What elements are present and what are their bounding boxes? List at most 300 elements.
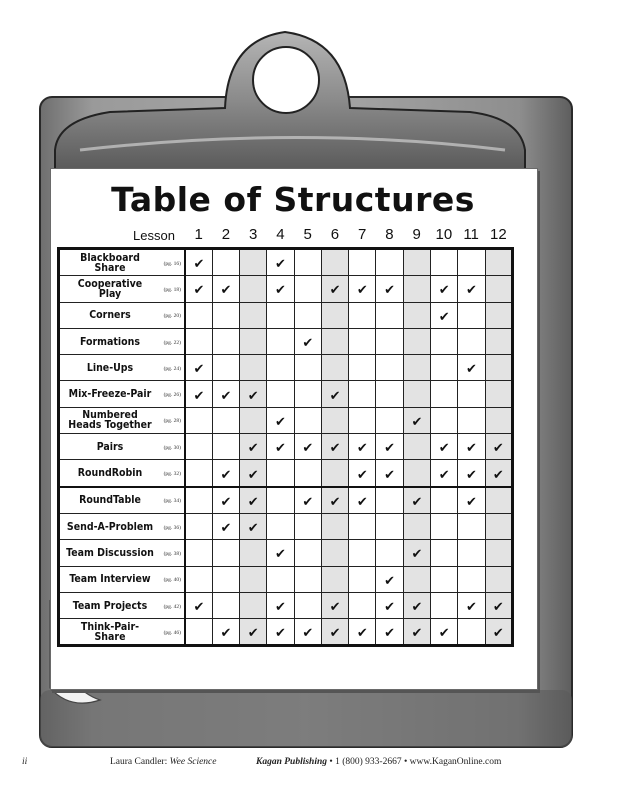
lesson-cell <box>240 592 267 618</box>
lesson-cell <box>294 328 321 354</box>
page-title: Table of Structures <box>111 180 475 219</box>
lesson-cell <box>349 355 376 381</box>
check-mark-icon: ✔ <box>384 467 396 483</box>
structure-page-ref: (pg. 22) <box>163 339 181 346</box>
lesson-cell <box>321 355 348 381</box>
lesson-cell <box>294 355 321 381</box>
lesson-cell <box>403 434 430 460</box>
table-row <box>59 487 513 514</box>
check-mark-icon: ✔ <box>329 388 341 404</box>
check-mark-icon: ✔ <box>329 494 341 510</box>
lesson-cell <box>431 460 458 487</box>
check-mark-icon: ✔ <box>384 441 396 457</box>
structure-cell <box>59 513 186 539</box>
structure-page-ref: (pg. 46) <box>163 629 181 636</box>
check-mark-icon: ✔ <box>247 388 259 404</box>
clip-hole <box>253 47 319 113</box>
lesson-cell <box>240 540 267 566</box>
lesson-cell <box>485 276 512 302</box>
lesson-number: 9 <box>412 226 421 243</box>
publisher-name: Kagan Publishing <box>256 757 328 767</box>
lesson-cell <box>431 592 458 618</box>
lesson-cell <box>458 381 485 407</box>
structure-page-ref: (pg. 20) <box>163 313 181 320</box>
check-mark-icon: ✔ <box>492 441 504 457</box>
lesson-cell <box>185 249 212 276</box>
lesson-cell <box>240 434 267 460</box>
lesson-cell <box>240 381 267 407</box>
lesson-cell <box>212 513 239 539</box>
lesson-cell <box>321 302 348 328</box>
lesson-cell <box>403 566 430 592</box>
lesson-cell <box>376 434 403 460</box>
lesson-cell <box>349 566 376 592</box>
lesson-cell <box>321 276 348 302</box>
check-mark-icon: ✔ <box>329 441 341 457</box>
check-mark-icon: ✔ <box>220 521 232 537</box>
lesson-cell <box>240 276 267 302</box>
structure-name: Formations <box>80 335 140 348</box>
lesson-cell <box>403 513 430 539</box>
lesson-cell <box>267 513 294 539</box>
check-mark-icon: ✔ <box>411 626 423 642</box>
table-row <box>59 302 513 328</box>
lesson-cell <box>321 328 348 354</box>
lesson-cell <box>458 619 485 646</box>
structure-page-ref: (pg. 34) <box>163 498 181 505</box>
check-mark-icon: ✔ <box>275 600 286 615</box>
lesson-cell <box>321 566 348 592</box>
lesson-cell <box>267 355 294 381</box>
lesson-number: 4 <box>276 226 285 243</box>
table-row <box>59 249 513 276</box>
lesson-cell <box>267 460 294 487</box>
check-mark-icon: ✔ <box>275 441 286 457</box>
lesson-cell <box>349 619 376 646</box>
check-mark-icon: ✔ <box>193 283 205 299</box>
check-mark-icon: ✔ <box>384 626 396 642</box>
lesson-cell <box>294 592 321 618</box>
check-mark-icon: ✔ <box>275 414 286 430</box>
lesson-cell <box>458 434 485 460</box>
lesson-cell <box>294 276 321 302</box>
lesson-cell <box>212 540 239 566</box>
structure-page-ref: (pg. 16) <box>163 260 181 267</box>
check-mark-icon: ✔ <box>275 626 286 642</box>
lesson-cell <box>321 460 348 487</box>
structure-cell <box>59 407 186 433</box>
lesson-cell <box>212 434 239 460</box>
lesson-cell <box>267 276 294 302</box>
page-number: ii <box>22 757 28 767</box>
lesson-cell <box>267 619 294 646</box>
lesson-cell <box>431 407 458 433</box>
lesson-cell <box>458 249 485 276</box>
structure-name: Team Discussion <box>66 546 154 559</box>
table-row <box>59 513 513 539</box>
lesson-cell <box>321 407 348 433</box>
lesson-cell <box>376 540 403 566</box>
structure-cell <box>59 249 186 276</box>
lesson-cell <box>240 566 267 592</box>
structure-cell <box>59 619 186 646</box>
lesson-cell <box>376 302 403 328</box>
lesson-cell <box>376 328 403 354</box>
lesson-cell <box>240 619 267 646</box>
lesson-cell <box>485 540 512 566</box>
lesson-cell <box>458 407 485 433</box>
lesson-cell <box>267 487 294 514</box>
lesson-cell <box>212 460 239 487</box>
lesson-cell <box>349 328 376 354</box>
lesson-cell <box>403 276 430 302</box>
lesson-cell <box>240 355 267 381</box>
check-mark-icon: ✔ <box>466 362 477 378</box>
structure-name: Corners <box>89 309 131 322</box>
lesson-cell <box>485 249 512 276</box>
table-row <box>59 407 513 433</box>
structure-cell <box>59 566 186 592</box>
lesson-cell <box>294 381 321 407</box>
lesson-cell <box>431 513 458 539</box>
lesson-cell <box>431 276 458 302</box>
lesson-cell <box>485 566 512 592</box>
lesson-cell <box>240 328 267 354</box>
lesson-cell <box>431 328 458 354</box>
lesson-number: 1 <box>194 226 203 243</box>
table-row <box>59 381 513 407</box>
table-row <box>59 328 513 354</box>
lesson-cell <box>431 249 458 276</box>
structure-page-ref: (pg. 24) <box>163 365 181 372</box>
lesson-cell <box>458 592 485 618</box>
footer-book-title: Wee Science <box>169 757 217 767</box>
lesson-cell <box>431 619 458 646</box>
check-mark-icon: ✔ <box>356 441 368 457</box>
lesson-number: 10 <box>435 226 453 243</box>
lesson-cell <box>349 592 376 618</box>
structures-table <box>57 247 514 647</box>
structure-name: Numbered Heads Together <box>68 409 152 432</box>
structure-page-ref: (pg. 40) <box>163 577 181 584</box>
lesson-cell <box>267 249 294 276</box>
footer <box>0 757 623 771</box>
lesson-cell <box>376 276 403 302</box>
lesson-cell <box>349 302 376 328</box>
structure-name: Cooperative Play <box>77 277 143 300</box>
lesson-cell <box>321 434 348 460</box>
lesson-cell <box>349 460 376 487</box>
check-mark-icon: ✔ <box>438 283 450 299</box>
lesson-cell <box>376 513 403 539</box>
lesson-cell <box>240 407 267 433</box>
lesson-cell <box>485 460 512 487</box>
check-mark-icon: ✔ <box>492 467 504 483</box>
lesson-cell <box>403 302 430 328</box>
check-mark-icon: ✔ <box>193 362 205 378</box>
structure-page-ref: (pg. 42) <box>163 603 181 610</box>
lesson-cell <box>212 249 239 276</box>
check-mark-icon: ✔ <box>356 494 368 510</box>
lesson-cell <box>349 513 376 539</box>
lesson-cell <box>321 540 348 566</box>
lesson-cell <box>267 302 294 328</box>
lesson-number: 2 <box>221 226 231 243</box>
check-mark-icon: ✔ <box>438 309 450 325</box>
lesson-cell <box>376 487 403 514</box>
lesson-number: 11 <box>463 226 479 243</box>
check-mark-icon: ✔ <box>329 283 341 299</box>
lesson-cell <box>458 355 485 381</box>
lesson-cell <box>321 487 348 514</box>
lesson-cell <box>185 619 212 646</box>
lesson-cell <box>376 381 403 407</box>
lesson-cell <box>376 592 403 618</box>
structure-cell <box>59 487 186 514</box>
lesson-cell <box>321 592 348 618</box>
lesson-cell <box>185 355 212 381</box>
lesson-cell <box>403 592 430 618</box>
lesson-cell <box>485 302 512 328</box>
lesson-cell <box>294 540 321 566</box>
structure-page-ref: (pg. 38) <box>163 550 181 557</box>
check-mark-icon: ✔ <box>384 573 396 589</box>
lesson-cell <box>185 566 212 592</box>
check-mark-icon: ✔ <box>356 283 368 299</box>
lesson-cell <box>431 487 458 514</box>
check-mark-icon: ✔ <box>411 600 423 615</box>
check-mark-icon: ✔ <box>220 494 232 510</box>
structure-cell <box>59 540 186 566</box>
lesson-cell <box>185 592 212 618</box>
lesson-cell <box>212 566 239 592</box>
lesson-cell <box>240 513 267 539</box>
lesson-cell <box>458 513 485 539</box>
check-mark-icon: ✔ <box>466 600 477 615</box>
lesson-cell <box>267 566 294 592</box>
lesson-cell <box>267 592 294 618</box>
lesson-cell <box>240 249 267 276</box>
check-mark-icon: ✔ <box>356 467 368 483</box>
lesson-cell <box>212 355 239 381</box>
lesson-cell <box>294 487 321 514</box>
table-row <box>59 592 513 618</box>
lesson-number: 12 <box>490 226 507 243</box>
check-mark-icon: ✔ <box>466 494 477 510</box>
lesson-label: Lesson <box>133 228 175 243</box>
lesson-cell <box>403 619 430 646</box>
check-mark-icon: ✔ <box>247 494 259 510</box>
lesson-cell <box>212 328 239 354</box>
lesson-number: 5 <box>303 226 312 243</box>
check-mark-icon: ✔ <box>492 600 504 615</box>
lesson-cell <box>212 407 239 433</box>
structure-page-ref: (pg. 28) <box>163 418 181 425</box>
lesson-number: 7 <box>357 226 367 243</box>
check-mark-icon: ✔ <box>302 626 314 642</box>
check-mark-icon: ✔ <box>302 494 314 510</box>
lesson-cell <box>240 487 267 514</box>
lesson-cell <box>485 407 512 433</box>
lesson-cell <box>349 381 376 407</box>
lesson-cell <box>376 460 403 487</box>
check-mark-icon: ✔ <box>411 414 423 430</box>
lesson-cell <box>212 302 239 328</box>
check-mark-icon: ✔ <box>275 547 286 563</box>
lesson-cell <box>485 592 512 618</box>
check-mark-icon: ✔ <box>411 547 423 563</box>
lesson-cell <box>431 381 458 407</box>
lesson-cell <box>458 276 485 302</box>
lesson-cell <box>376 566 403 592</box>
lesson-cell <box>321 513 348 539</box>
table-row <box>59 276 513 302</box>
lesson-cell <box>185 487 212 514</box>
lesson-cell <box>212 276 239 302</box>
check-mark-icon: ✔ <box>466 441 477 457</box>
lesson-cell <box>403 381 430 407</box>
lesson-cell <box>185 381 212 407</box>
table-row <box>59 540 513 566</box>
lesson-cell <box>267 328 294 354</box>
lesson-cell <box>212 487 239 514</box>
lesson-number: 3 <box>248 226 258 243</box>
footer-author: Laura Candler: Wee Science <box>110 757 217 767</box>
check-mark-icon: ✔ <box>247 521 259 537</box>
lesson-cell <box>240 460 267 487</box>
lesson-cell <box>212 381 239 407</box>
lesson-cell <box>349 487 376 514</box>
structure-name: Think-Pair-Share <box>80 620 140 643</box>
lesson-cell <box>376 249 403 276</box>
lesson-cell <box>458 328 485 354</box>
check-mark-icon: ✔ <box>247 441 259 457</box>
check-mark-icon: ✔ <box>247 467 259 483</box>
check-mark-icon: ✔ <box>411 494 423 510</box>
lesson-cell <box>349 276 376 302</box>
lesson-cell <box>321 619 348 646</box>
lesson-cell <box>376 355 403 381</box>
check-mark-icon: ✔ <box>220 626 232 642</box>
check-mark-icon: ✔ <box>438 626 450 642</box>
lesson-cell <box>294 513 321 539</box>
structure-page-ref: (pg. 26) <box>163 392 181 399</box>
lesson-cell <box>321 381 348 407</box>
lesson-cell <box>458 302 485 328</box>
structure-page-ref: (pg. 36) <box>163 524 181 531</box>
lesson-cell <box>376 619 403 646</box>
structure-name: Send-A-Problem <box>66 520 154 533</box>
table-row <box>59 434 513 460</box>
structure-cell <box>59 592 186 618</box>
check-mark-icon: ✔ <box>302 441 314 457</box>
lesson-cell <box>185 328 212 354</box>
check-mark-icon: ✔ <box>356 626 368 642</box>
lesson-number: 8 <box>385 226 394 243</box>
check-mark-icon: ✔ <box>275 257 286 273</box>
check-mark-icon: ✔ <box>193 388 205 404</box>
lesson-cell <box>458 487 485 514</box>
lesson-cell <box>349 249 376 276</box>
lesson-cell <box>267 434 294 460</box>
structure-name: Team Projects <box>72 599 148 612</box>
structure-name: Team Interview <box>69 573 151 586</box>
structure-cell <box>59 434 186 460</box>
lesson-cell <box>185 407 212 433</box>
lesson-cell <box>349 407 376 433</box>
lesson-number: 6 <box>330 226 340 243</box>
structure-cell <box>59 328 186 354</box>
structure-page-ref: (pg. 32) <box>163 470 181 477</box>
check-mark-icon: ✔ <box>438 467 450 483</box>
lesson-cell <box>267 540 294 566</box>
check-mark-icon: ✔ <box>466 467 477 483</box>
lesson-cell <box>431 355 458 381</box>
lesson-cell <box>431 566 458 592</box>
table-row <box>59 619 513 646</box>
lesson-cell <box>185 513 212 539</box>
lesson-cell <box>212 619 239 646</box>
lesson-cell <box>185 434 212 460</box>
check-mark-icon: ✔ <box>220 388 232 404</box>
check-mark-icon: ✔ <box>247 626 259 642</box>
check-mark-icon: ✔ <box>329 600 341 615</box>
lesson-cell <box>458 460 485 487</box>
lesson-cell <box>403 355 430 381</box>
lesson-cell <box>212 592 239 618</box>
lesson-cell <box>485 487 512 514</box>
lesson-cell <box>294 460 321 487</box>
lesson-cell <box>431 540 458 566</box>
lesson-cell <box>321 249 348 276</box>
lesson-cell <box>267 407 294 433</box>
structure-name: RoundTable <box>79 494 141 507</box>
lesson-cell <box>267 381 294 407</box>
lesson-cell <box>403 249 430 276</box>
lesson-cell <box>485 434 512 460</box>
check-mark-icon: ✔ <box>492 626 504 642</box>
lesson-cell <box>485 381 512 407</box>
lesson-cell <box>294 302 321 328</box>
structure-cell <box>59 276 186 302</box>
lesson-cell <box>185 276 212 302</box>
lesson-cell <box>403 487 430 514</box>
lesson-cell <box>458 540 485 566</box>
lesson-cell <box>403 328 430 354</box>
table-row <box>59 460 513 487</box>
lesson-cell <box>185 302 212 328</box>
table-row <box>59 355 513 381</box>
lesson-cell <box>485 355 512 381</box>
check-mark-icon: ✔ <box>220 283 232 299</box>
lesson-cell <box>485 328 512 354</box>
check-mark-icon: ✔ <box>329 626 341 642</box>
structure-name: Mix-Freeze-Pair <box>68 388 152 401</box>
structure-page-ref: (pg. 18) <box>163 286 181 293</box>
check-mark-icon: ✔ <box>220 467 232 483</box>
check-mark-icon: ✔ <box>384 283 396 299</box>
structure-cell <box>59 381 186 407</box>
table-row <box>59 566 513 592</box>
lesson-cell <box>294 434 321 460</box>
lesson-cell <box>294 407 321 433</box>
check-mark-icon: ✔ <box>193 257 205 273</box>
structure-name: RoundRobin <box>77 467 143 480</box>
lesson-cell <box>185 540 212 566</box>
lesson-cell <box>431 434 458 460</box>
lesson-cell <box>376 407 403 433</box>
lesson-cell <box>403 460 430 487</box>
